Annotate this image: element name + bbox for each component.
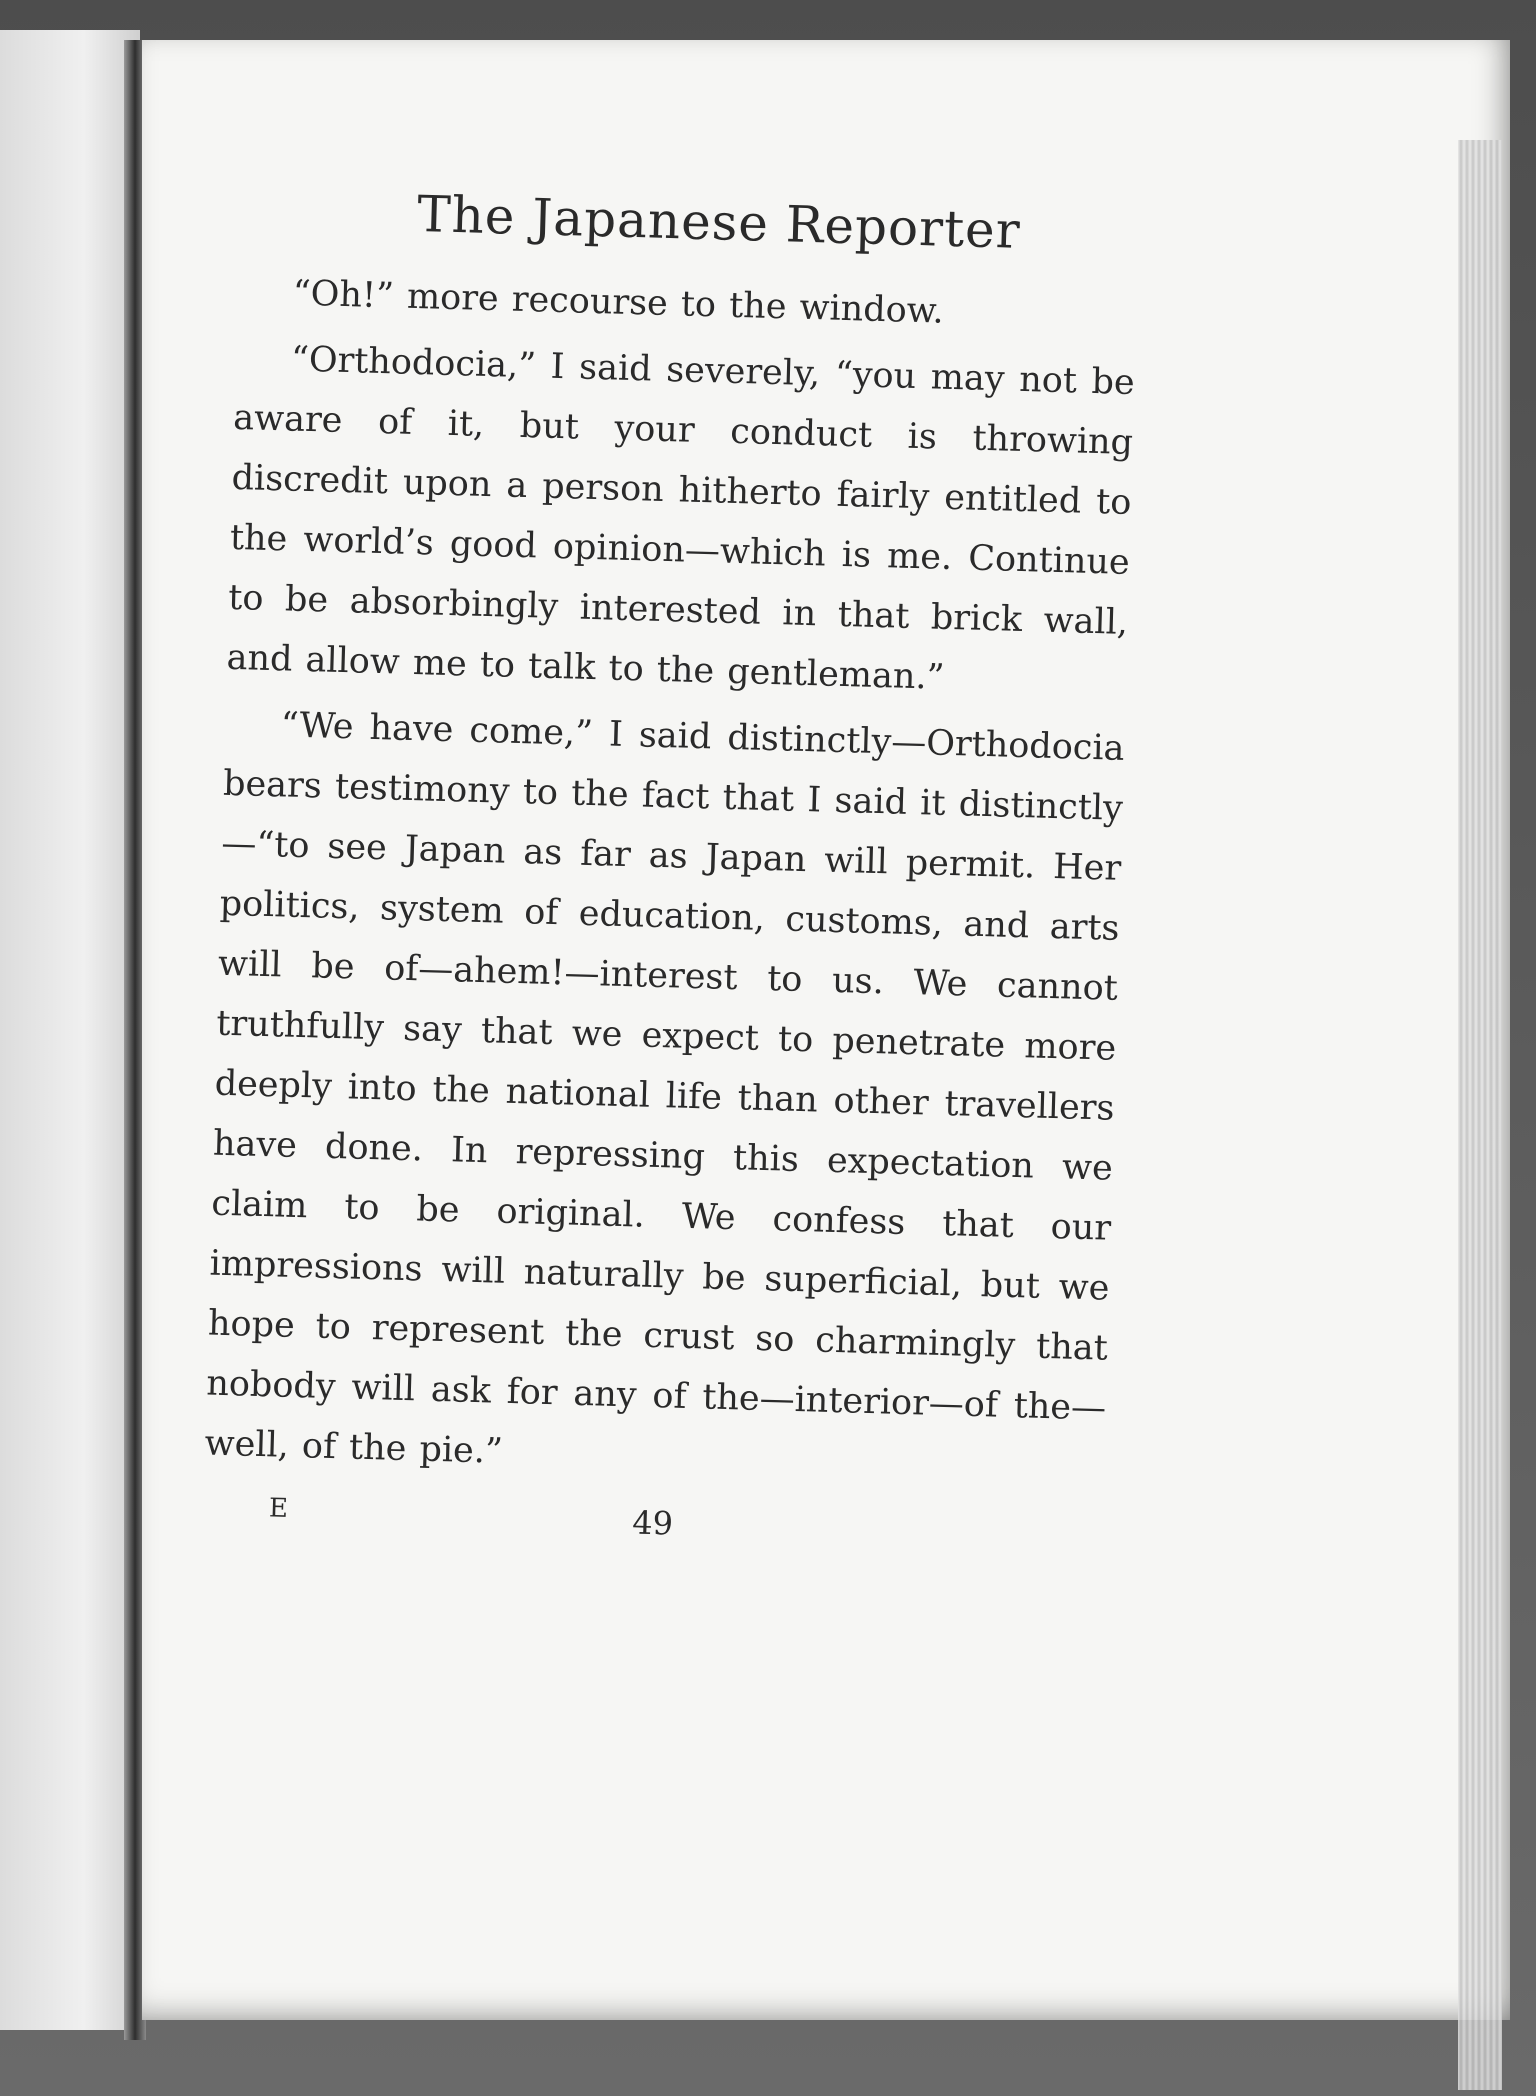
signature-mark: E <box>268 1493 289 1524</box>
left-page-edge <box>0 30 140 2030</box>
running-head: The Japanese Reporter <box>416 184 1022 260</box>
paragraph: “Orthodocia,” I said severely, “you may not be aware of it, but your conduct is throwing discredit upon a person hitherto fairly entitled to the world’s good opinion—which is me. Continue to be absorbingly interested in that brick wall, and allow me to talk to the gentleman.” <box>226 339 1136 698</box>
page-text-block <box>202 180 1140 1577</box>
paragraph: “Oh!” more recourse to the window. <box>292 273 945 332</box>
page-stack-edge <box>1458 140 1502 2090</box>
page-number: 49 <box>631 1503 674 1543</box>
paragraph: “We have come,” I said distinctly—Orthodocia bears testimony to the fact that I said it distinctly—“to see Japan as far as Japan will permit. Her politics, system of education, customs, and arts will be of—ahem!—interest to us. We cannot truthfully say that we expect to penetrate more deeply into the national life than other travellers have done. In repressing this expectation we claim to be original. We confess that our impressions will naturally be superficial, but we hope to represent the crust so charmingly that nobody will ask for any of the—interior—of the—well, of the pie.” <box>204 705 1126 1472</box>
